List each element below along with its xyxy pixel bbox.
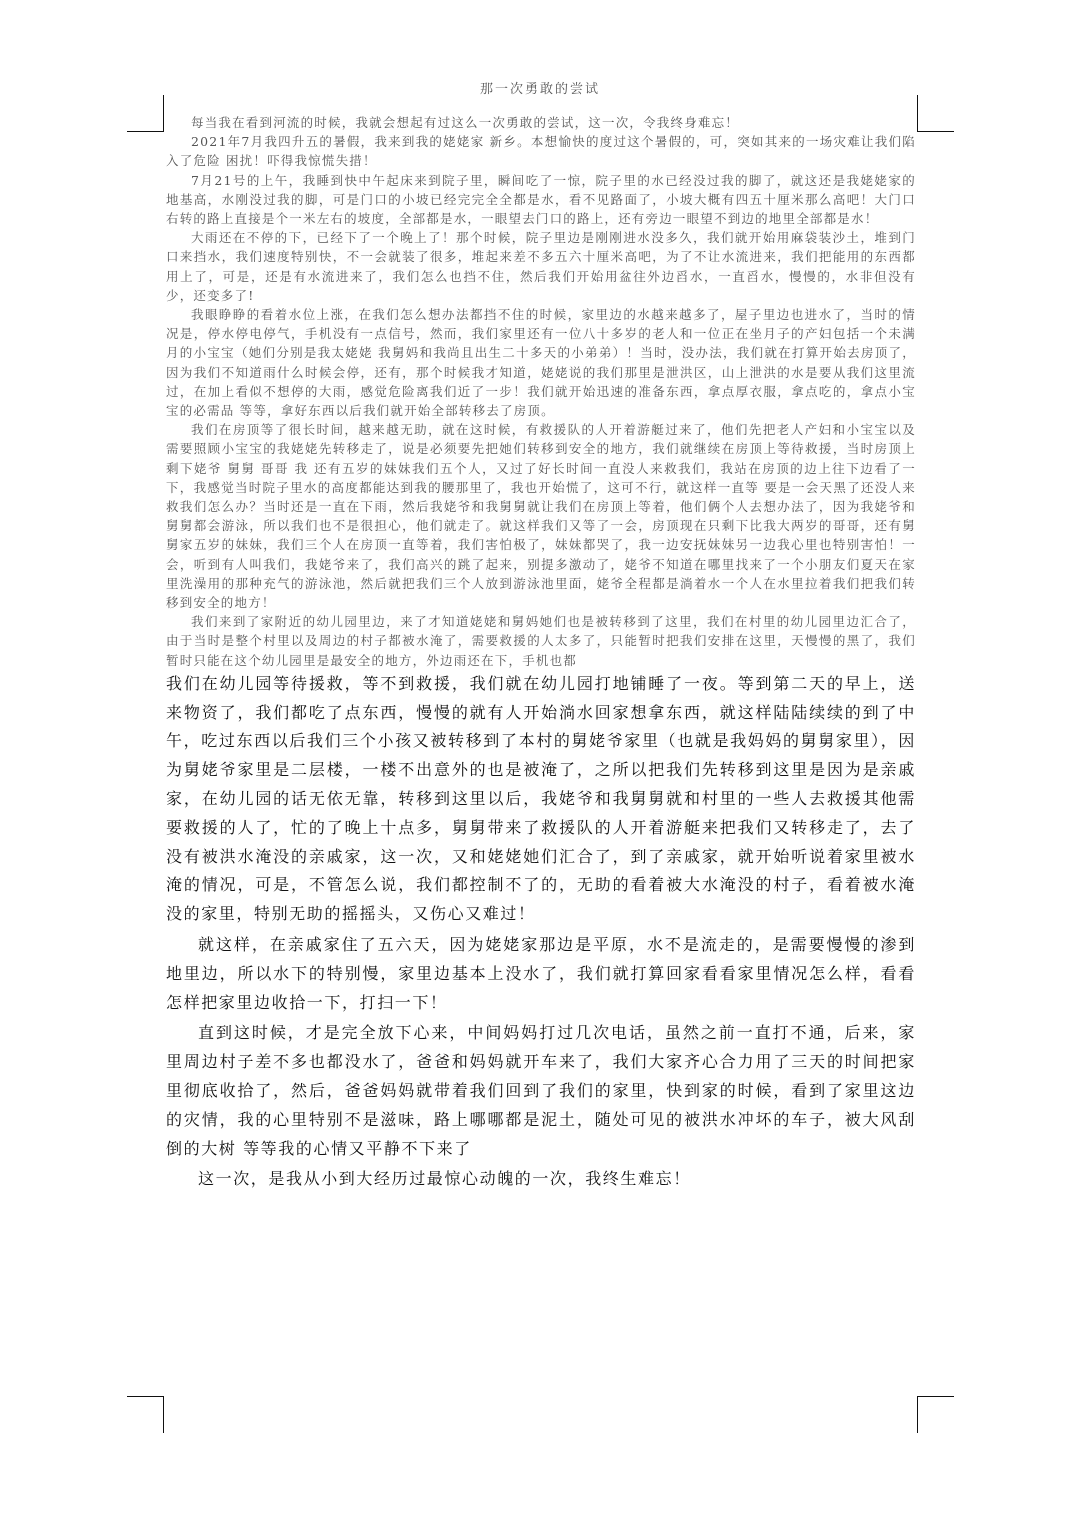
crop-mark-top-left [127, 95, 164, 132]
paragraph: 这一次，是我从小到大经历过最惊心动魄的一次，我终生难忘！ [198, 1169, 691, 1189]
paragraph: 我们在房顶等了很长时间，越来越无助，就在这时候，有救援队的人开着游艇过来了，他们先把老人产妇和小宝宝以及需要照顾小宝宝的我姥姥先转移走了，说是必须要先把她们转移到安全的地方，我们就继续在房顶上等待救援，当时房顶上剩下姥爷 舅舅 哥哥 我 还有五岁的妹妹我们五个人，又过了好长时间一直没人来救我们，我站在房顶的边上往下边看了一下，我感觉当时院子里水的高度都能达到我的腰那里了，我也开始慌了，这可不行，就这样一直等 要是一会天黑了还没人来救我们怎么办？当时还是一直在下雨，然后我姥爷和我舅舅就让我们在房顶上等着，他们俩个人去想办法了，因为我姥爷和舅舅都会游泳，所以我们也不是很担心，他们就走了。就这样我们又等了一会，房顶现在只剩下比我大两岁的哥哥，还有舅舅家五岁的妹妹，我们三个人在房顶一直等着，我们害怕极了，妹妹都哭了，我一边安抚妹妹另一边我心里也特别害怕！一会，听到有人叫我们，我姥爷来了，我们高兴的跳了起来，别提多激动了，姥爷不知道在哪里找来了一个小朋友们夏天在家里洗澡用的那种充气的游泳池，然后就把我们三个人放到游泳池里面，姥爷全程都是淌着水一个人在水里拉着我们把我们转移到安全的地方！ [166, 422, 916, 611]
page-title: 那一次勇敢的尝试 [479, 82, 600, 97]
crop-mark-bottom-left [127, 1396, 164, 1433]
small-print-section [166, 113, 916, 670]
paragraph: 2021年7月我四升五的暑假，我来到我的姥姥家 新乡。本想愉快的度过这个暑假的，可，突如其来的一场灾难让我们陷入了危险 困扰！吓得我惊慌失措！ [166, 134, 916, 169]
paragraph: 直到这时候，才是完全放下心来，中间妈妈打过几次电话，虽然之前一直打不通，后来，家里周边村子差不多也都没水了，爸爸和妈妈就开车来了，我们大家齐心合力用了三天的时间把家里彻底收拾了，然后，爸爸妈妈就带着我们回到了我们的家里，快到家的时候，看到了家里这边的灾情，我的心里特别不是滋味，路上哪哪都是泥土，随处可见的被洪水冲坏的车子，被大风刮倒的大树 等等我的心情又平静不下来了 [166, 1023, 916, 1158]
paragraph: 大雨还在不停的下，已经下了一个晚上了！那个时候，院子里边是刚刚进水没多久，我们就开始用麻袋装沙土，堆到门口来挡水，我们速度特别快，不一会就装了很多，堆起来差不多五六十厘米高吧，为了不让水流进来，我们把能用的东西都用上了，可是，还是有水流进来了，我们怎么也挡不住，然后我们开始用盆往外边舀水，一直舀水，慢慢的，水非但没有少，还变多了! [166, 230, 916, 303]
paragraph: 就这样，在亲戚家住了五六天，因为姥姥家那边是平原，水不是流走的，是需要慢慢的渗到地里边，所以水下的特别慢，家里边基本上没水了，我们就打算回家看看家里情况怎么样，看看怎样把家里边收拾一下，打扫一下！ [166, 935, 916, 1012]
paragraph: 7月21号的上午，我睡到快中午起床来到院子里，瞬间吃了一惊，院子里的水已经没过我的脚了，就这还是我姥姥家的地基高，水刚没过我的脚，可是门口的小坡已经完完全全都是水，看不见路面了，小坡大概有四五十厘米那么高吧！大门口右转的路上直接是个一米左右的坡度，全部都是水，一眼望去门口的路上，还有旁边一眼望不到边的地里全部都是水！ [166, 172, 916, 227]
paragraph: 每当我在看到河流的时候，我就会想起有过这么一次勇敢的尝试，这一次，令我终身难忘！ [191, 115, 740, 130]
large-print-section [166, 670, 916, 1194]
paragraph: 我眼睁睁的看着水位上涨，在我们怎么想办法都挡不住的时候，家里边的水越来越多了，屋子里边也进水了，当时的情况是，停水停电停气，手机没有一点信号，然而，我们家里还有一位八十多岁的老人和一位正在坐月子的产妇包括一个未满月的小宝宝（她们分别是我太姥姥 我舅妈和我尚且出生二十多天的小弟弟）！当时，没办法，我们就在打算开始去房顶了，因为我们不知道雨什么时候会停，还有，那个时候我才知道，姥姥说的我们那里是泄洪区，山上泄洪的水是要从我们这里流过，在加上看似不想停的大雨，感觉危险离我们近了一步！我们就开始迅速的准备东西，拿点厚衣服，拿点吃的，拿点小宝宝的必需品 等等，拿好东西以后我们就开始全部转移去了房顶。 [166, 307, 916, 419]
crop-mark-bottom-right [917, 1396, 954, 1433]
paragraph: 我们来到了家附近的幼儿园里边，来了才知道姥姥和舅妈她们也是被转移到了这里，我们在村里的幼儿园里边汇合了，由于当时是整个村里以及周边的村子都被水淹了，需要救援的人太多了，只能暂时把我们安排在这里，天慢慢的黑了，我们暂时只能在这个幼儿园里是最安全的地方，外边雨还在下，手机也都 [166, 614, 916, 668]
document-body [166, 113, 916, 1194]
paragraph-continuation: 我们在幼儿园等待援救，等不到救援，我们就在幼儿园打地铺睡了一夜。等到第二天的早上，送来物资了，我们都吃了点东西，慢慢的就有人开始淌水回家想拿东西，就这样陆陆续续的到了中午，吃过东西以后我们三个小孩又被转移到了本村的舅姥爷家里（也就是我妈妈的舅舅家里），因为舅姥爷家里是二层楼，一楼不出意外的也是被淹了，之所以把我们先转移到这里是因为是亲戚家，在幼儿园的话无依无靠，转移到这里以后，我姥爷和我舅舅就和村里的一些人去救援其他需要救援的人了，忙的了晚上十点多，舅舅带来了救援队的人开着游艇来把我们又转移走了，去了没有被洪水淹没的亲戚家，这一次，又和姥姥她们汇合了，到了亲戚家，就开始听说着家里被水淹的情况，可是，不管怎么说，我们都控制不了的，无助的看着被大水淹没的村子，看着被水淹没的家里，特别无助的摇摇头，又伤心又难过！ [166, 673, 916, 924]
crop-mark-top-right [917, 95, 954, 132]
